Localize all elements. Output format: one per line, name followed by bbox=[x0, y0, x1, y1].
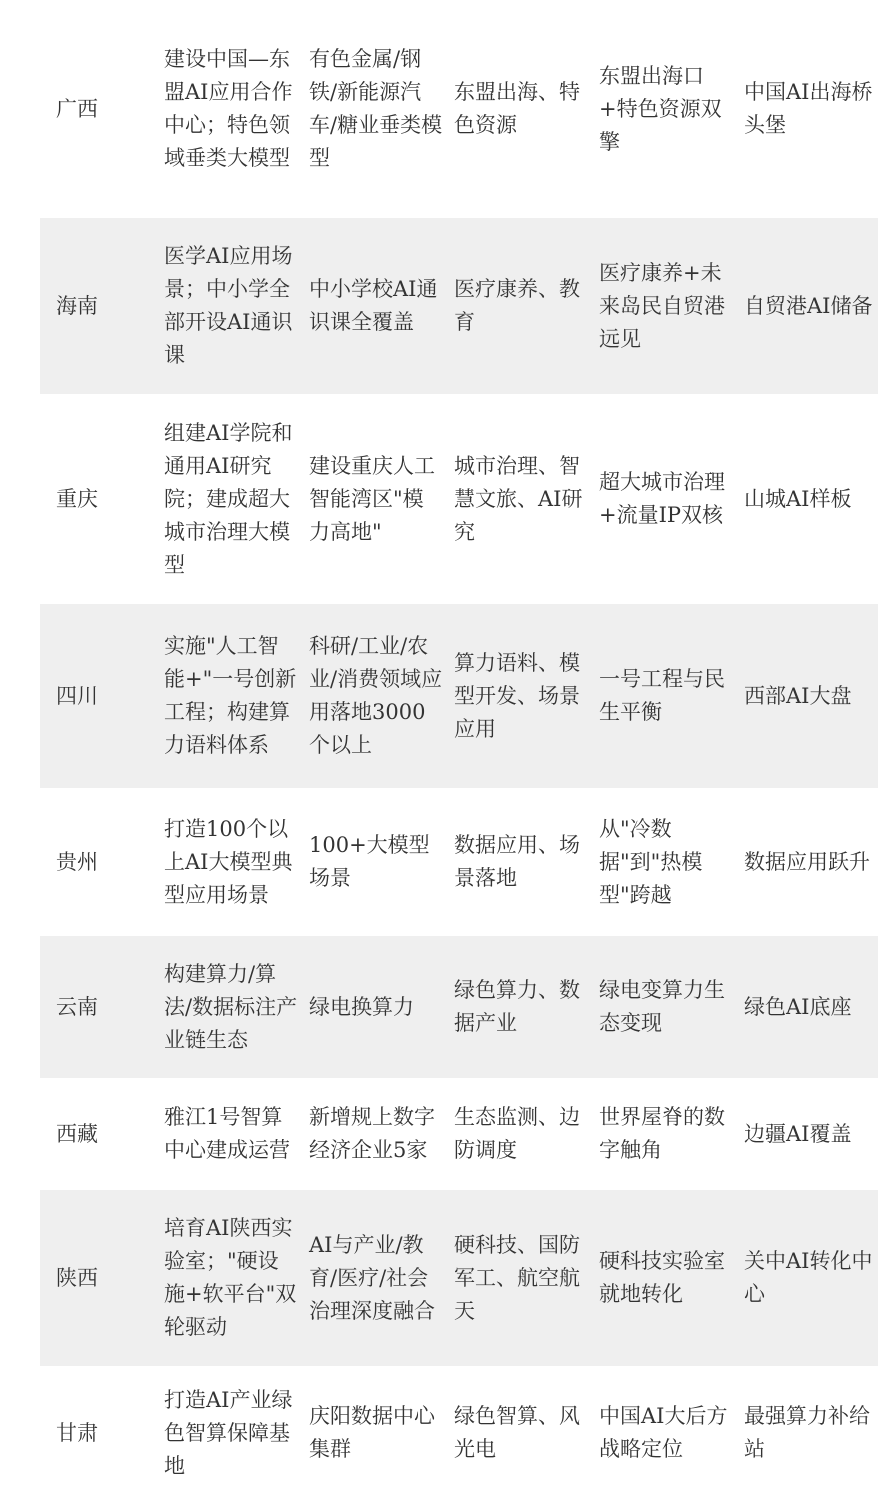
positioning-cell: 超大城市治理+流量IP双核 bbox=[599, 470, 725, 527]
role-cell: 中国AI出海桥头堡 bbox=[744, 80, 873, 137]
positioning-cell: 中国AI大后方战略定位 bbox=[599, 1404, 728, 1461]
region-cell: 四川 bbox=[40, 604, 158, 788]
positioning-cell: 医疗康养+未来岛民自贸港远见 bbox=[593, 218, 738, 394]
initiative-cell: 打造AI产业绿色智算保障基地 bbox=[164, 1387, 293, 1478]
region-cell: 重庆 bbox=[56, 486, 98, 511]
region-cell: 广西 bbox=[56, 96, 98, 121]
table-row bbox=[40, 604, 878, 788]
initiative-cell: 医学AI应用场景；中小学全部开设AI通识课 bbox=[158, 218, 303, 394]
focus-industries-cell: 新增规上数字经济企业5家 bbox=[309, 1105, 435, 1162]
initiative-cell: 构建算力/算法/数据标注产业链生态 bbox=[158, 936, 303, 1078]
role-cell: 最强算力补给站 bbox=[744, 1404, 870, 1461]
key-areas-cell: 东盟出海、特色资源 bbox=[454, 80, 580, 137]
table-row bbox=[40, 1078, 878, 1190]
region-cell: 贵州 bbox=[56, 849, 98, 874]
region-cell: 西藏 bbox=[56, 1121, 98, 1146]
role-cell: 自贸港AI储备 bbox=[738, 218, 878, 394]
initiative-cell: 实施"人工智能+"一号创新工程；构建算力语料体系 bbox=[158, 604, 303, 788]
table-row bbox=[40, 0, 878, 218]
role-cell: 山城AI样板 bbox=[744, 486, 852, 511]
key-areas-cell: 医疗康养、教育 bbox=[448, 218, 593, 394]
initiative-cell: 雅江1号智算中心建成运营 bbox=[164, 1105, 290, 1162]
focus-industries-cell: 科研/工业/农业/消费领域应用落地3000个以上 bbox=[303, 604, 448, 788]
table-body bbox=[40, 0, 878, 1500]
key-areas-cell: 城市治理、智慧文旅、AI研究 bbox=[454, 453, 583, 544]
positioning-cell: 东盟出海口+特色资源双擎 bbox=[599, 63, 722, 154]
positioning-cell: 硬科技实验室就地转化 bbox=[593, 1190, 738, 1366]
initiative-cell: 组建AI学院和通用AI研究院；建成超大城市治理大模型 bbox=[164, 420, 293, 577]
role-cell: 绿色AI底座 bbox=[738, 936, 878, 1078]
initiative-cell: 建设中国—东盟AI应用合作中心；特色领域垂类大模型 bbox=[164, 47, 293, 170]
positioning-cell: 从"冷数据"到"热模型"跨越 bbox=[599, 816, 703, 907]
table-row bbox=[40, 218, 878, 394]
focus-industries-cell: 绿电换算力 bbox=[303, 936, 448, 1078]
key-areas-cell: 绿色算力、数据产业 bbox=[448, 936, 593, 1078]
focus-industries-cell: 建设重庆人工智能湾区"模力高地" bbox=[309, 453, 435, 544]
focus-industries-cell: 有色金属/钢铁/新能源汽车/糖业垂类模型 bbox=[309, 47, 443, 170]
key-areas-cell: 绿色智算、风光电 bbox=[454, 1404, 580, 1461]
key-areas-cell: 算力语料、模型开发、场景应用 bbox=[448, 604, 593, 788]
region-cell: 甘肃 bbox=[56, 1420, 98, 1445]
table-row bbox=[40, 394, 878, 604]
region-cell: 陕西 bbox=[40, 1190, 158, 1366]
region-ai-table bbox=[40, 0, 878, 1500]
table-row bbox=[40, 1190, 878, 1366]
focus-industries-cell: 中小学校AI通识课全覆盖 bbox=[303, 218, 448, 394]
positioning-cell: 一号工程与民生平衡 bbox=[593, 604, 738, 788]
region-cell: 云南 bbox=[40, 936, 158, 1078]
focus-industries-cell: 庆阳数据中心集群 bbox=[309, 1404, 435, 1461]
focus-industries-cell: AI与产业/教育/医疗/社会治理深度融合 bbox=[303, 1190, 448, 1366]
positioning-cell: 世界屋脊的数字触角 bbox=[599, 1105, 725, 1162]
region-cell: 海南 bbox=[40, 218, 158, 394]
initiative-cell: 培育AI陕西实验室；"硬设施+软平台"双轮驱动 bbox=[158, 1190, 303, 1366]
positioning-cell: 绿电变算力生态变现 bbox=[593, 936, 738, 1078]
table-row bbox=[40, 936, 878, 1078]
focus-industries-cell: 100+大模型场景 bbox=[309, 833, 430, 890]
table-row bbox=[40, 788, 878, 936]
role-cell: 西部AI大盘 bbox=[738, 604, 878, 788]
role-cell: 数据应用跃升 bbox=[744, 849, 870, 874]
key-areas-cell: 生态监测、边防调度 bbox=[454, 1105, 580, 1162]
role-cell: 关中AI转化中心 bbox=[738, 1190, 878, 1366]
initiative-cell: 打造100个以上AI大模型典型应用场景 bbox=[164, 816, 293, 907]
role-cell: 边疆AI覆盖 bbox=[744, 1121, 852, 1146]
key-areas-cell: 硬科技、国防军工、航空航天 bbox=[448, 1190, 593, 1366]
table-row bbox=[40, 1366, 878, 1500]
key-areas-cell: 数据应用、场景落地 bbox=[454, 833, 580, 890]
